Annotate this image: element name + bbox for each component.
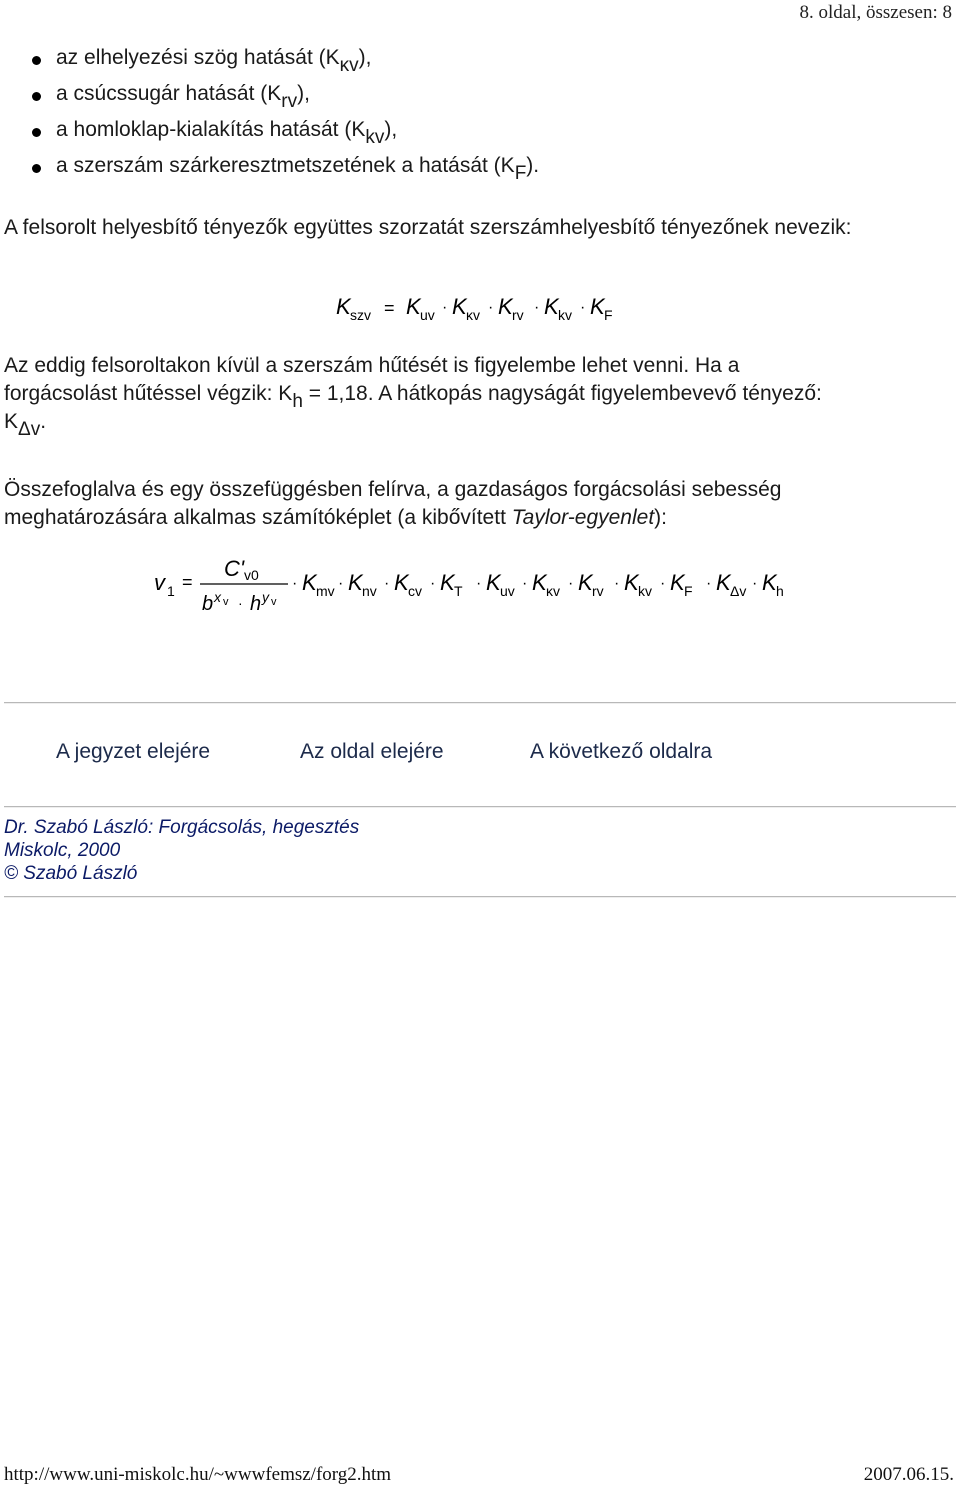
factor-subscript: rv — [512, 307, 524, 323]
credits — [4, 816, 359, 885]
page-navigation — [56, 740, 712, 764]
multiply-dot: · — [442, 299, 448, 316]
bullet-icon — [32, 92, 41, 101]
factor-subscript: mv — [316, 583, 335, 599]
multiply-dot: · — [430, 575, 436, 592]
factor-subscript: κv — [546, 583, 560, 599]
multiply-dot: · — [660, 575, 666, 592]
factor-symbol: K — [670, 570, 685, 595]
multiply-dot: · — [752, 575, 758, 592]
factor-term — [522, 570, 560, 599]
factor-symbol: K — [440, 570, 455, 595]
multiply-dot: · — [476, 575, 482, 592]
factor-subscript: kv — [558, 307, 572, 323]
credits-author-title: Dr. Szabó László: Forgácsolás, hegesztés — [4, 817, 360, 838]
multiply-dot: · — [534, 299, 540, 316]
svg-text:·: · — [238, 595, 243, 611]
factor-term — [488, 294, 524, 323]
factor-term — [706, 570, 746, 599]
credits-copyright: © Szabó László — [4, 863, 138, 884]
multiply-dot: · — [614, 575, 620, 592]
factor-term — [660, 570, 693, 599]
page-indicator: 8. oldal, összesen: 8 — [799, 2, 952, 23]
factor-subscript: rv — [592, 583, 604, 599]
factor-symbol: K — [498, 294, 513, 319]
factor-term — [406, 294, 435, 323]
bullet-icon — [32, 128, 41, 137]
intro-paragraph: A felsorolt helyesbítő tényezők együttes szorzatát szerszámhelyesbítő tényezőnek nevezik: — [4, 216, 852, 239]
factor-symbol: K — [624, 570, 639, 595]
factor-term — [384, 570, 422, 599]
factor-symbol: K — [394, 570, 409, 595]
multiply-dot: · — [568, 575, 574, 592]
factor-symbol: K — [532, 570, 547, 595]
factor-subscript: F — [604, 307, 613, 323]
factor-term — [534, 294, 572, 323]
formula-lhs: K — [336, 294, 351, 319]
divider — [4, 806, 956, 808]
multiply-dot: · — [384, 575, 390, 592]
formula-terms — [292, 570, 784, 599]
formula-eq: = — [182, 572, 193, 592]
factor-symbol: K — [348, 570, 363, 595]
list-item: a homloklap-kialakítás hatását $(K_{kv})$, — [32, 116, 539, 152]
factor-subscript: F — [684, 583, 693, 599]
multiply-dot: · — [522, 575, 528, 592]
divider — [4, 896, 956, 898]
bullet-icon — [32, 56, 41, 65]
factor-subscript: nv — [362, 583, 377, 599]
factor-subscript: uv — [420, 307, 435, 323]
factor-term — [476, 570, 515, 599]
factor-term — [338, 570, 377, 599]
formula-lhs-sub: 1 — [167, 583, 175, 599]
denominator-h-exp: y — [262, 589, 269, 605]
summary-paragraph: Összefoglalva és egy összefüggésben felírva, a gazdaságos forgácsolási sebesség meghatározására alkalmas számítóképlet (a kibővített Taylor-egyenlet): — [4, 478, 782, 529]
credits-place-year: Miskolc, 2000 — [4, 840, 121, 861]
factor-symbol: K — [452, 294, 467, 319]
factor-term — [442, 294, 480, 323]
fraction-numerator-sub: v0 — [244, 567, 259, 583]
print-footer — [4, 1464, 954, 1486]
factor-term — [430, 570, 463, 599]
list-item: a szerszám szárkeresztmetszetének a hatását $(K_F)$. — [32, 152, 539, 188]
list-item: az elhelyezési szög hatását $(K_{\kappa v})$, — [32, 44, 539, 80]
factor-term — [292, 570, 335, 599]
denominator-b: b — [202, 593, 214, 615]
print-date: 2007.06.15. — [863, 1464, 954, 1485]
formula-svg — [152, 556, 812, 622]
factor-subscript: kv — [638, 583, 652, 599]
multiply-dot: · — [292, 575, 298, 592]
multiply-dot: · — [488, 299, 494, 316]
factor-list — [32, 44, 539, 188]
factor-subscript: cv — [408, 583, 422, 599]
cooling-paragraph: Az eddig felsoroltakon kívül a szerszám hűtését is figyelembe lehet venni. Ha a forgácsolást hűtéssel végzik: $K_h = 1,18$. A hátkopás nagyságát figyelembevevő tényező: $K_{\Delta v}$. — [4, 354, 822, 440]
formula-lhs: v — [154, 570, 165, 595]
factor-subscript: h — [776, 583, 784, 599]
factor-symbol: K — [716, 570, 731, 595]
factor-term — [752, 570, 784, 599]
multiply-dot: · — [706, 575, 712, 592]
factor-subscript: uv — [500, 583, 515, 599]
denominator-h: h — [250, 593, 262, 615]
factor-symbol: K — [762, 570, 777, 595]
formula-lhs-sub: szv — [350, 307, 371, 323]
factor-symbol: K — [302, 570, 317, 595]
factor-subscript: T — [454, 583, 463, 599]
factor-symbol: K — [544, 294, 559, 319]
factor-term — [580, 294, 613, 323]
link-next-page[interactable]: A következő oldalra — [530, 740, 713, 763]
list-item: a csúcssugár hatását $(K_{rv})$, — [32, 80, 539, 116]
factor-term — [568, 570, 604, 599]
divider — [4, 702, 956, 704]
bullet-icon — [32, 164, 41, 173]
factor-symbol: K — [406, 294, 421, 319]
factor-symbol: K — [578, 570, 593, 595]
page-url: http://www.uni-miskolc.hu/~wwwfemsz/forg2.htm — [4, 1464, 392, 1485]
taylor-formula — [152, 556, 812, 627]
factor-symbol: K — [590, 294, 605, 319]
denominator-b-exp-sub: v — [223, 596, 229, 608]
factor-subscript: κv — [466, 307, 480, 323]
denominator-h-exp-sub: v — [271, 596, 277, 608]
link-page-top[interactable]: Az oldal elejére — [300, 740, 444, 763]
tool-factor-formula — [336, 290, 636, 335]
formula-terms — [406, 294, 613, 323]
multiply-dot: · — [338, 575, 344, 592]
denominator-b-exp: x — [214, 589, 221, 605]
formula-svg — [336, 290, 636, 330]
multiply-dot: · — [580, 299, 586, 316]
fraction-numerator: C' — [224, 556, 245, 581]
formula-eq: = — [384, 298, 395, 318]
link-notes-start[interactable]: A jegyzet elejére — [56, 740, 211, 763]
factor-subscript: Δv — [730, 583, 747, 599]
factor-symbol: K — [486, 570, 501, 595]
factor-term — [614, 570, 652, 599]
